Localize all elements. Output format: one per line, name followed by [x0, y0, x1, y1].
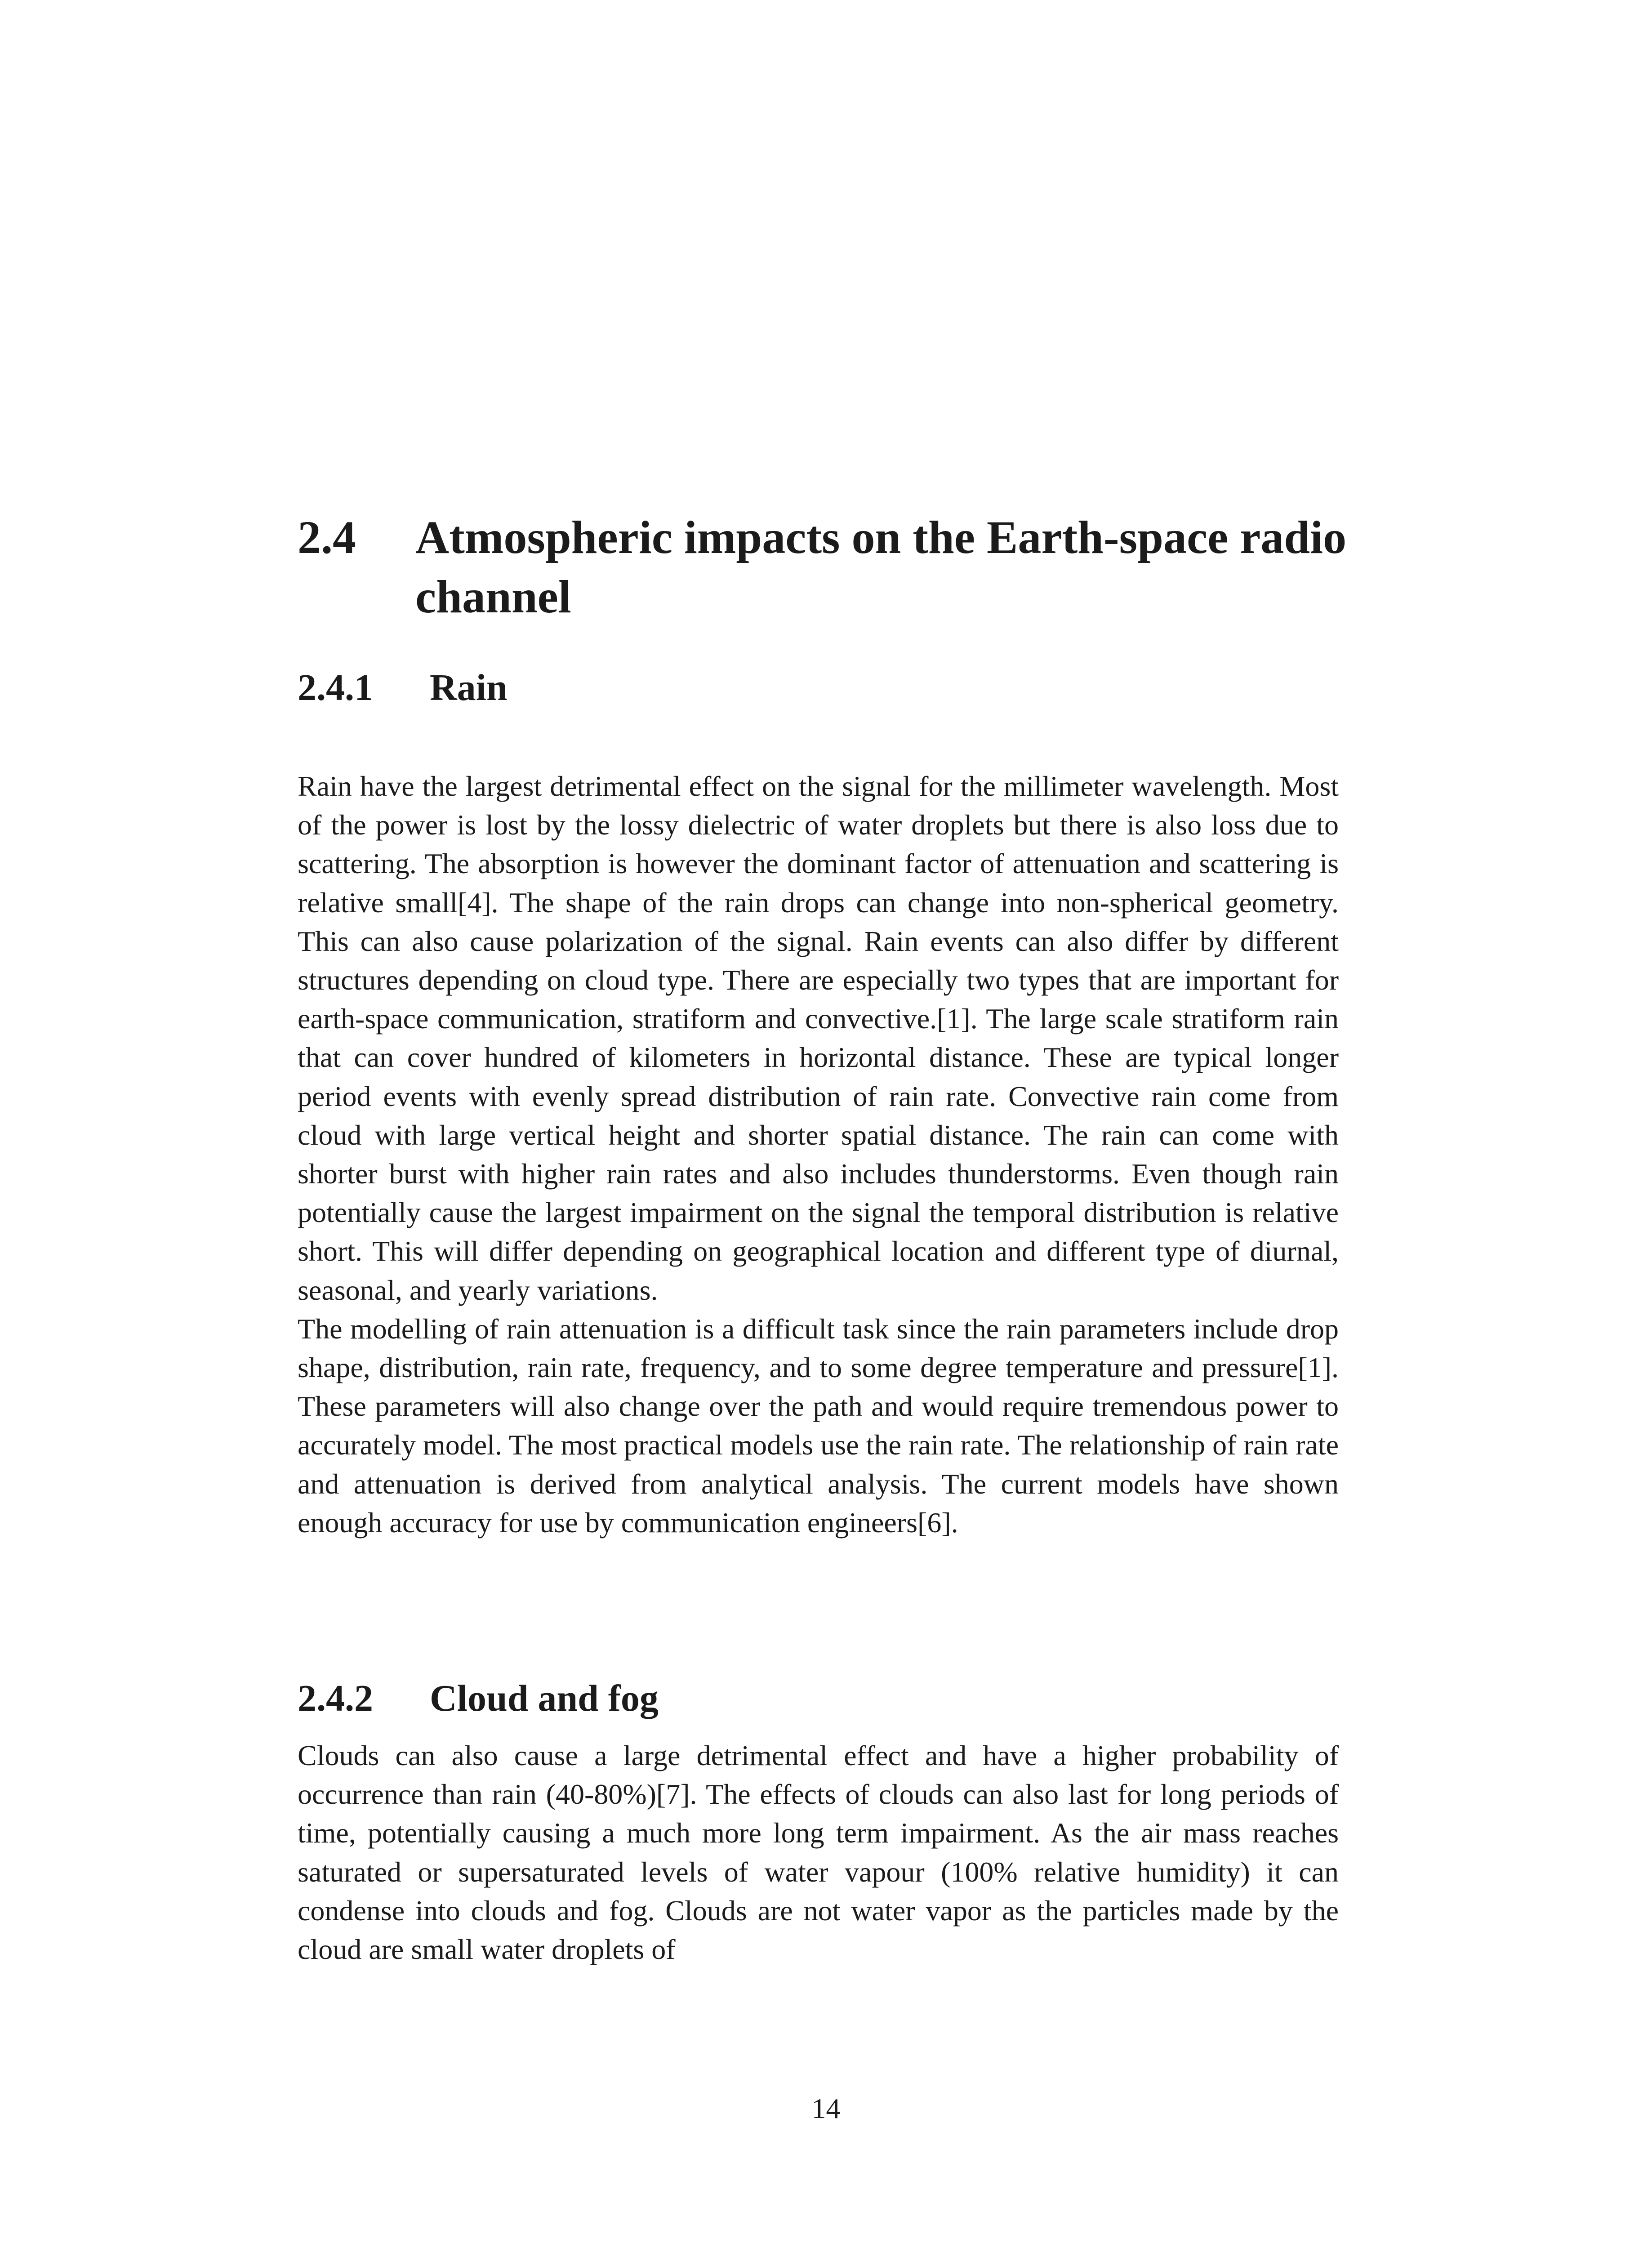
paragraph: The modelling of rain attenuation is a difficult task since the rain parameters include drop shape, distribution, rain rate, frequency, and to some degree temperature and pressure[1]. These parameters will also change over the path and would require tremendous power to accurately model. The most practical models use the rain rate. The relationship of rain rate and attenuation is derived from analytical analysis. The current models have shown enough accuracy for use by communication engineers[6].: [298, 1312, 1339, 1539]
section-number: 2.4: [298, 512, 356, 563]
subsection-title: Cloud and fog: [430, 1677, 659, 1719]
rain-section-body: [298, 767, 1339, 1542]
section-heading: [298, 508, 1376, 627]
subsection-number: 2.4.1: [298, 667, 373, 709]
subsection-title: Rain: [430, 667, 508, 709]
page-number: 14: [811, 2092, 841, 2124]
section-title: Atmospheric impacts on the Earth-space radio channel: [415, 512, 1347, 623]
paragraph: Clouds can also cause a large detrimental effect and have a higher probability of occurrence than rain (40-80%)[7]. The effects of clouds can also last for long periods of time, potentially causing a much more long term impairment. As the air mass reaches saturated or supersaturated levels of water vapour (100% relative humidity) it can condense into clouds and fog. Clouds are not water vapor as the particles made by the cloud are small water droplets of: [298, 1740, 1339, 1966]
cloud-fog-section-body: [298, 1736, 1339, 1969]
subsection-heading-cloud-fog: [298, 1676, 1376, 1721]
subsection-number: 2.4.2: [298, 1677, 373, 1719]
paragraph: Rain have the largest detrimental effect on the signal for the millimeter wavelength. Most of the power is lost by the lossy dielectric of water droplets but there is also loss due to scattering. The absorption is however the dominant factor of attenuation and scattering is relative small[4]. The shape of the rain drops can change into non-spherical geometry. This can also cause polarization of the signal. Rain events can also differ by different structures depending on cloud type. There are especially two types that are important for earth-space communication, stratiform and convective.[1]. The large scale stratiform rain that can cover hundred of kilometers in horizontal distance. These are typical longer period events with evenly spread distribution of rain rate. Convective rain come from cloud with large vertical height and shorter spatial distance. The rain can come with shorter burst with higher rain rates and also includes thunderstorms. Even though rain potentially cause the largest impairment on the signal the temporal distribution is relative short. This will differ depending on geographical location and different type of diurnal, seasonal, and yearly variations.: [298, 770, 1339, 1306]
subsection-heading-rain: [298, 665, 1376, 710]
